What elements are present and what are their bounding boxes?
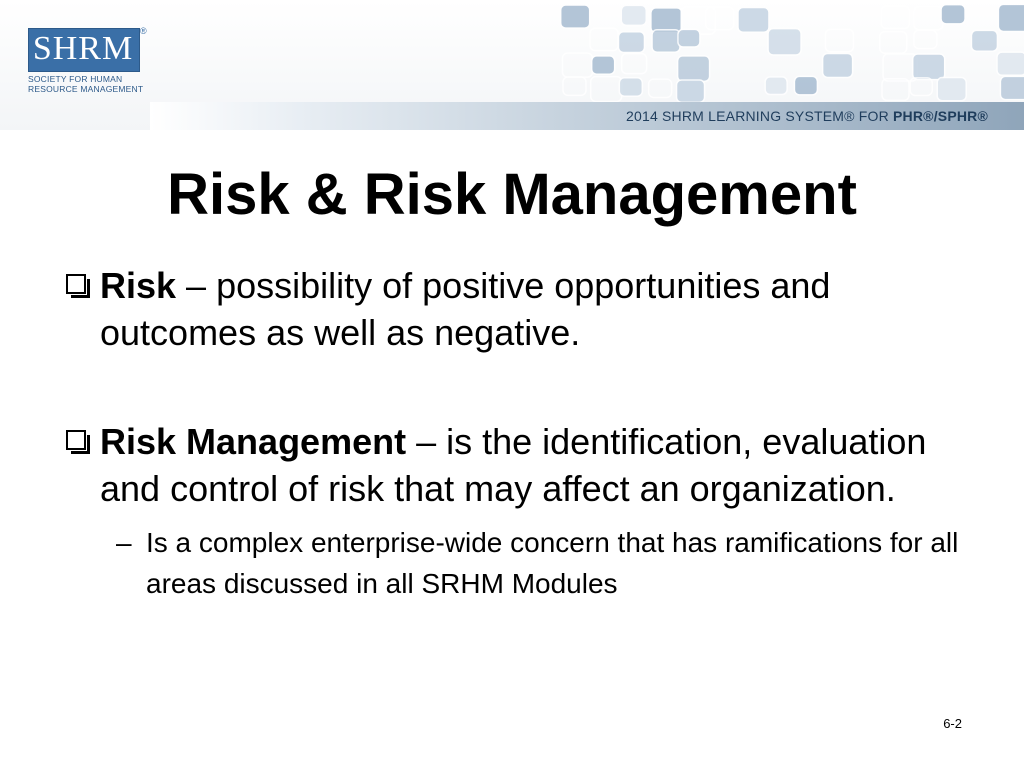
slide-header bbox=[0, 0, 1024, 130]
pattern-tile bbox=[618, 32, 644, 53]
pattern-tile bbox=[621, 5, 646, 25]
pattern-tile bbox=[592, 56, 615, 74]
pattern-tile bbox=[706, 7, 734, 29]
pattern-tile bbox=[998, 4, 1024, 31]
dash-bullet-icon: – bbox=[116, 527, 132, 558]
sub-bullet bbox=[116, 522, 960, 604]
shrm-logo bbox=[28, 28, 146, 98]
pattern-tile bbox=[768, 29, 801, 55]
pattern-tile bbox=[678, 29, 700, 47]
pattern-tile bbox=[622, 54, 647, 74]
bullet-term: Risk Management bbox=[100, 421, 407, 462]
pattern-tile bbox=[941, 5, 965, 24]
logo-wordmark: SHRM bbox=[32, 30, 134, 67]
logo-subtitle-line1: SOCIETY FOR HUMAN bbox=[28, 74, 123, 84]
pattern-tile bbox=[1000, 76, 1024, 99]
logo-subtitle bbox=[28, 74, 158, 94]
pattern-tile bbox=[678, 56, 710, 82]
bullet-text: – is the identification, evaluation and control of risk that may affect an organization. bbox=[100, 421, 927, 509]
bullet-risk-management bbox=[60, 418, 960, 512]
program-banner bbox=[626, 104, 988, 128]
pattern-tile bbox=[882, 79, 909, 101]
pattern-tile bbox=[914, 30, 937, 48]
pattern-tile bbox=[823, 53, 853, 77]
pattern-tile bbox=[738, 7, 769, 32]
pattern-tile bbox=[881, 6, 909, 28]
program-banner-prefix: 2014 SHRM LEARNING SYSTEM® FOR bbox=[625, 108, 894, 124]
pattern-tile bbox=[971, 30, 997, 51]
pattern-tile bbox=[913, 54, 945, 80]
pattern-tile bbox=[914, 7, 943, 30]
pattern-tile bbox=[561, 5, 590, 28]
bullet-term: Risk bbox=[100, 265, 177, 306]
pattern-tile bbox=[937, 78, 966, 101]
pattern-tile bbox=[677, 80, 705, 102]
checkbox-bullet-icon bbox=[66, 430, 86, 450]
decorative-pattern bbox=[540, 0, 1024, 104]
pattern-tile bbox=[590, 28, 618, 50]
bullet-risk bbox=[60, 262, 960, 356]
checkbox-bullet-icon bbox=[66, 274, 86, 294]
pattern-tile bbox=[997, 52, 1024, 75]
pattern-tile bbox=[619, 78, 642, 96]
sub-bullet-text: Is a complex enterprise-wide concern that has ramifications for all areas discussed in all SRHM Modules bbox=[146, 527, 959, 599]
program-banner-certifications: PHR®/SPHR® bbox=[893, 108, 988, 124]
pattern-tile bbox=[649, 79, 672, 97]
pattern-tile bbox=[563, 77, 586, 95]
bullet-text: – possibility of positive opportunities and outcomes as well as negative. bbox=[100, 265, 831, 353]
page-number: 6-2 bbox=[943, 716, 962, 731]
slide-title: Risk & Risk Management bbox=[167, 162, 857, 227]
pattern-tile bbox=[825, 29, 853, 51]
pattern-tile bbox=[562, 53, 592, 77]
pattern-tile bbox=[765, 77, 787, 95]
pattern-tile bbox=[794, 76, 817, 94]
logo-subtitle-line2: RESOURCE MANAGEMENT bbox=[28, 84, 144, 94]
pattern-tile bbox=[651, 8, 682, 33]
pattern-tile bbox=[652, 30, 680, 52]
logo-registered-mark: ® bbox=[140, 26, 147, 36]
pattern-tile bbox=[880, 32, 907, 54]
slide-body bbox=[60, 262, 960, 604]
pattern-tile bbox=[591, 77, 622, 102]
